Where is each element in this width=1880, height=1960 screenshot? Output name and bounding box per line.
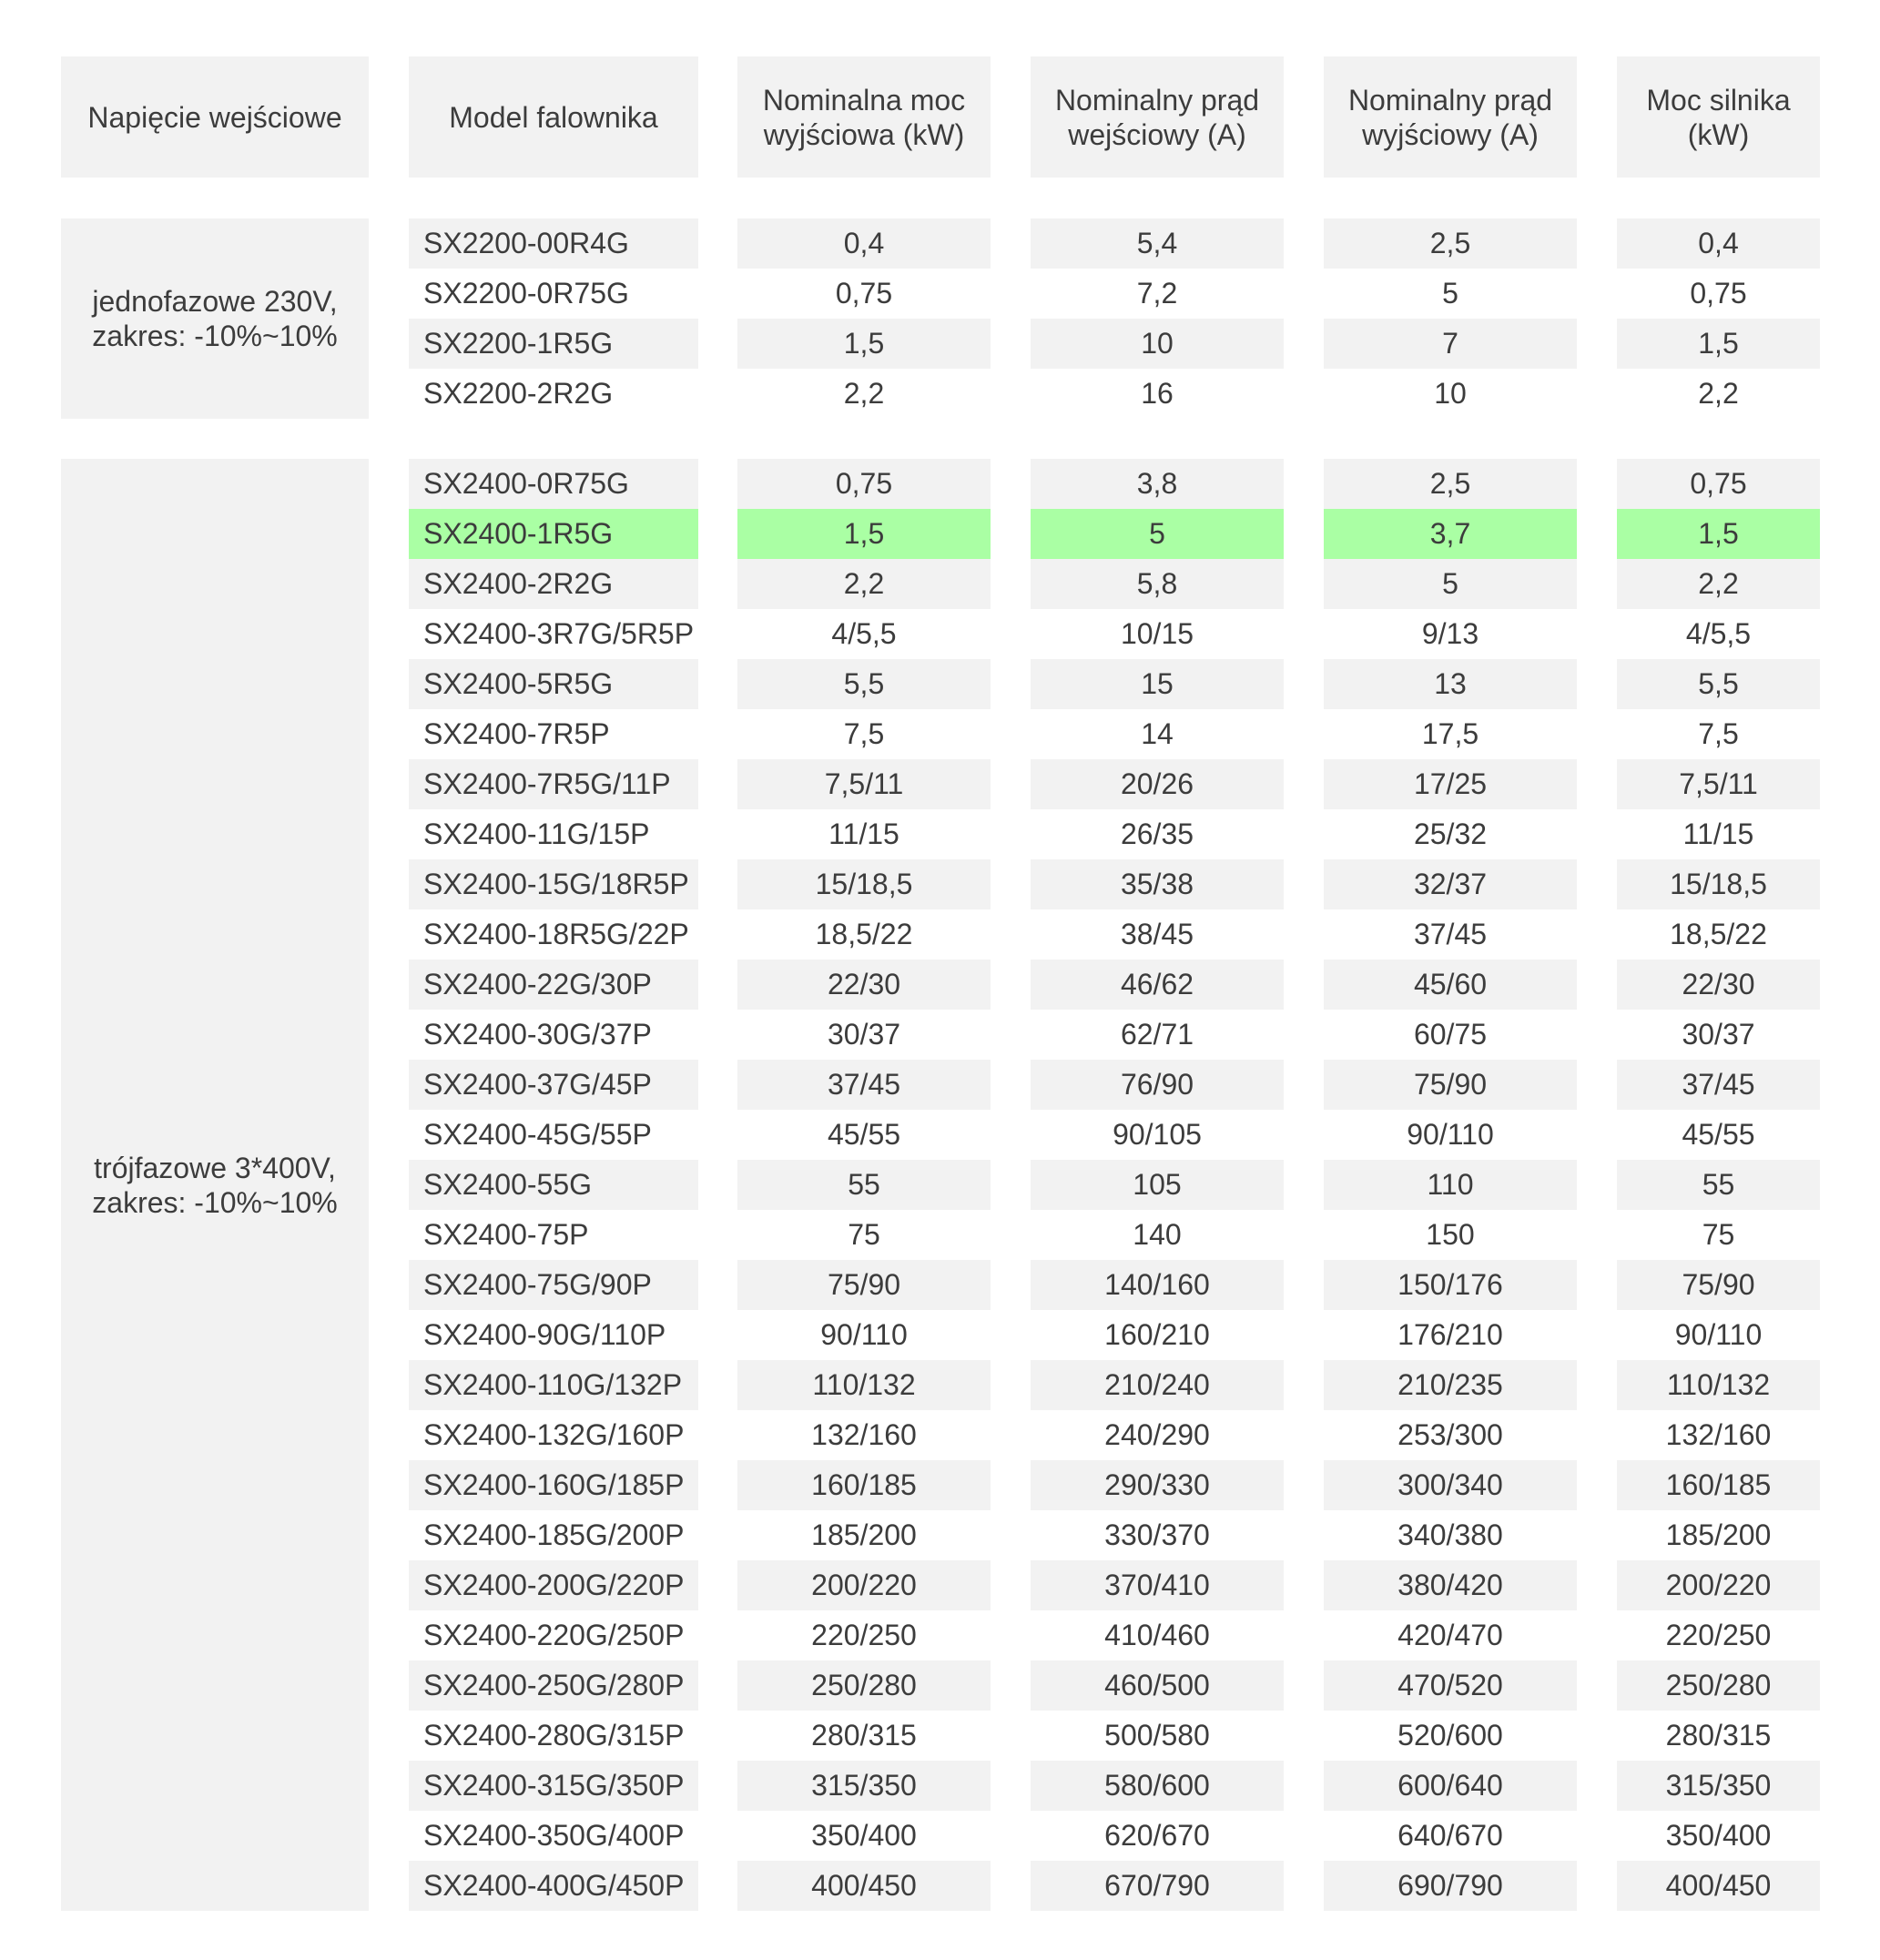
cell-power-out: 280/315 — [811, 1719, 917, 1752]
cell-power-out: 400/450 — [737, 1861, 991, 1911]
cell-motor: 90/110 — [1674, 1318, 1763, 1351]
cell-current-out: 5 — [1324, 559, 1577, 609]
cell-power-out: 55 — [737, 1160, 991, 1210]
cell-motor: 400/450 — [1617, 1861, 1820, 1911]
cell-current-out: 300/340 — [1324, 1460, 1577, 1510]
cell-current-in: 160/210 — [1104, 1318, 1210, 1351]
cell-current-in: 35/38 — [1031, 859, 1284, 909]
cell-power-out: 250/280 — [737, 1660, 991, 1711]
cell-model: SX2400-30G/37P — [423, 1018, 652, 1051]
cell-current-out: 380/420 — [1324, 1560, 1577, 1610]
cell-model: SX2400-1R5G — [409, 509, 698, 559]
cell-model: SX2400-7R5G/11P — [409, 759, 698, 809]
cell-motor: 30/37 — [1682, 1018, 1755, 1051]
cell-model: SX2400-22G/30P — [409, 960, 698, 1010]
cell-current-out: 176/210 — [1397, 1318, 1503, 1351]
cell-current-in: 10 — [1031, 319, 1284, 369]
cell-current-in: 5,8 — [1031, 559, 1284, 609]
cell-power-out: 0,75 — [737, 459, 991, 509]
header-model: Model falownika — [409, 56, 698, 178]
cell-current-out: 210/235 — [1324, 1360, 1577, 1410]
cell-current-in: 3,8 — [1031, 459, 1284, 509]
cell-motor: 280/315 — [1665, 1719, 1772, 1752]
cell-motor: 1,5 — [1617, 319, 1820, 369]
cell-current-out: 45/60 — [1324, 960, 1577, 1010]
cell-motor: 200/220 — [1617, 1560, 1820, 1610]
cell-model: SX2400-400G/450P — [409, 1861, 698, 1911]
cell-current-in: 330/370 — [1104, 1518, 1210, 1551]
cell-power-out: 185/200 — [811, 1518, 917, 1551]
cell-power-out: 5,5 — [737, 659, 991, 709]
cell-current-out: 600/640 — [1324, 1761, 1577, 1811]
cell-current-out: 690/790 — [1324, 1861, 1577, 1911]
cell-power-out: 220/250 — [811, 1619, 917, 1651]
cell-model: SX2200-00R4G — [409, 218, 698, 269]
cell-current-in: 14 — [1141, 717, 1174, 750]
cell-model: SX2400-132G/160P — [423, 1418, 685, 1451]
cell-current-out: 2,5 — [1324, 459, 1577, 509]
cell-power-out: 132/160 — [811, 1418, 917, 1451]
cell-motor: 75 — [1702, 1218, 1735, 1251]
cell-model: SX2400-220G/250P — [423, 1619, 685, 1651]
cell-power-out: 45/55 — [827, 1118, 901, 1151]
cell-current-in: 90/105 — [1113, 1118, 1202, 1151]
cell-model: SX2400-0R75G — [409, 459, 698, 509]
cell-power-out: 90/110 — [820, 1318, 908, 1351]
header-voltage: Napięcie wejściowe — [61, 56, 369, 178]
cell-power-out: 2,2 — [737, 559, 991, 609]
cell-model: SX2400-75P — [423, 1218, 589, 1251]
cell-motor: 132/160 — [1665, 1418, 1772, 1451]
cell-motor: 110/132 — [1617, 1360, 1820, 1410]
cell-power-out: 2,2 — [843, 377, 885, 410]
cell-power-out: 0,4 — [737, 218, 991, 269]
cell-power-out: 15/18,5 — [737, 859, 991, 909]
cell-current-out: 17,5 — [1421, 717, 1479, 750]
cell-motor: 11/15 — [1682, 818, 1754, 850]
cell-current-in: 370/410 — [1031, 1560, 1284, 1610]
cell-current-out: 3,7 — [1324, 509, 1577, 559]
cell-current-out: 2,5 — [1324, 218, 1577, 269]
cell-current-in: 500/580 — [1104, 1719, 1210, 1752]
cell-motor: 37/45 — [1617, 1060, 1820, 1110]
cell-model: SX2400-185G/200P — [423, 1518, 685, 1551]
cell-current-in: 620/670 — [1104, 1819, 1210, 1852]
cell-power-out: 200/220 — [737, 1560, 991, 1610]
cell-model: SX2400-280G/315P — [423, 1719, 685, 1752]
cell-model: SX2400-250G/280P — [409, 1660, 698, 1711]
cell-model: SX2400-37G/45P — [409, 1060, 698, 1110]
cell-current-out: 520/600 — [1397, 1719, 1503, 1752]
cell-current-in: 580/600 — [1031, 1761, 1284, 1811]
cell-motor: 2,2 — [1698, 377, 1739, 410]
cell-motor: 220/250 — [1665, 1619, 1772, 1651]
header-current-out: Nominalny prąd wyjściowy (A) — [1324, 56, 1577, 178]
cell-current-in: 140 — [1133, 1218, 1182, 1251]
header-current-in: Nominalny prąd wejściowy (A) — [1031, 56, 1284, 178]
cell-model: SX2400-55G — [409, 1160, 698, 1210]
cell-model: SX2400-15G/18R5P — [409, 859, 698, 909]
cell-motor: 0,4 — [1617, 218, 1820, 269]
cell-current-out: 37/45 — [1413, 918, 1488, 950]
cell-current-out: 13 — [1324, 659, 1577, 709]
cell-motor: 75/90 — [1617, 1260, 1820, 1310]
cell-model: SX2400-350G/400P — [423, 1819, 685, 1852]
cell-motor: 22/30 — [1617, 960, 1820, 1010]
cell-current-in: 7,2 — [1136, 277, 1178, 310]
cell-model: SX2400-110G/132P — [409, 1360, 698, 1410]
cell-power-out: 315/350 — [737, 1761, 991, 1811]
cell-current-out: 110 — [1324, 1160, 1577, 1210]
cell-motor: 0,75 — [1617, 459, 1820, 509]
cell-motor: 1,5 — [1617, 509, 1820, 559]
cell-model: SX2400-2R2G — [409, 559, 698, 609]
cell-current-in: 76/90 — [1031, 1060, 1284, 1110]
cell-model: SX2400-90G/110P — [423, 1318, 666, 1351]
cell-current-out: 340/380 — [1397, 1518, 1503, 1551]
cell-current-out: 150 — [1426, 1218, 1475, 1251]
cell-current-out: 60/75 — [1413, 1018, 1488, 1051]
cell-power-out: 75 — [848, 1218, 880, 1251]
cell-power-out: 18,5/22 — [815, 918, 913, 950]
cell-current-in: 15 — [1031, 659, 1284, 709]
header-power-out: Nominalna moc wyjściowa (kW) — [737, 56, 991, 178]
cell-model: SX2400-5R5G — [409, 659, 698, 709]
cell-current-out: 10 — [1434, 377, 1467, 410]
cell-current-out: 420/470 — [1397, 1619, 1503, 1651]
cell-model: SX2400-200G/220P — [409, 1560, 698, 1610]
cell-model: SX2400-315G/350P — [409, 1761, 698, 1811]
cell-power-out: 1,5 — [737, 319, 991, 369]
cell-current-out: 7 — [1324, 319, 1577, 369]
cell-motor: 350/400 — [1665, 1819, 1772, 1852]
cell-current-in: 5 — [1031, 509, 1284, 559]
cell-model: SX2200-1R5G — [409, 319, 698, 369]
voltage-group-cell: trójfazowe 3*400V, zakres: -10%~10% — [61, 459, 369, 1911]
cell-power-out: 110/132 — [737, 1360, 991, 1410]
cell-power-out: 22/30 — [737, 960, 991, 1010]
cell-power-out: 7,5 — [843, 717, 885, 750]
cell-power-out: 75/90 — [737, 1260, 991, 1310]
cell-current-out: 32/37 — [1324, 859, 1577, 909]
cell-motor: 7,5 — [1698, 717, 1739, 750]
cell-power-out: 30/37 — [827, 1018, 901, 1051]
cell-motor: 315/350 — [1617, 1761, 1820, 1811]
cell-current-out: 5 — [1442, 277, 1458, 310]
cell-power-out: 0,75 — [835, 277, 893, 310]
voltage-group-cell: jednofazowe 230V, zakres: -10%~10% — [61, 218, 369, 419]
cell-model: SX2400-75G/90P — [409, 1260, 698, 1310]
cell-model: SX2200-2R2G — [423, 377, 614, 410]
cell-current-in: 410/460 — [1104, 1619, 1210, 1651]
cell-power-out: 4/5,5 — [831, 617, 897, 650]
cell-current-out: 640/670 — [1397, 1819, 1503, 1852]
cell-model: SX2400-11G/15P — [423, 818, 650, 850]
cell-motor: 55 — [1617, 1160, 1820, 1210]
cell-current-out: 90/110 — [1407, 1118, 1494, 1151]
cell-power-out: 37/45 — [737, 1060, 991, 1110]
cell-current-in: 10/15 — [1120, 617, 1194, 650]
cell-current-in: 62/71 — [1120, 1018, 1194, 1051]
cell-motor: 5,5 — [1617, 659, 1820, 709]
cell-power-out: 1,5 — [737, 509, 991, 559]
cell-current-in: 20/26 — [1031, 759, 1284, 809]
cell-model: SX2400-7R5P — [423, 717, 610, 750]
cell-motor: 45/55 — [1682, 1118, 1755, 1151]
cell-model: SX2200-0R75G — [423, 277, 629, 310]
cell-current-out: 17/25 — [1324, 759, 1577, 809]
cell-power-out: 160/185 — [737, 1460, 991, 1510]
cell-power-out: 7,5/11 — [737, 759, 991, 809]
cell-power-out: 350/400 — [811, 1819, 917, 1852]
cell-current-out: 9/13 — [1421, 617, 1479, 650]
cell-power-out: 11/15 — [828, 818, 899, 850]
cell-motor: 2,2 — [1617, 559, 1820, 609]
cell-current-out: 75/90 — [1324, 1060, 1577, 1110]
cell-current-in: 140/160 — [1031, 1260, 1284, 1310]
header-motor: Moc silnika (kW) — [1617, 56, 1820, 178]
cell-motor: 160/185 — [1617, 1460, 1820, 1510]
cell-motor: 0,75 — [1690, 277, 1747, 310]
cell-current-in: 38/45 — [1120, 918, 1194, 950]
cell-current-in: 5,4 — [1031, 218, 1284, 269]
cell-current-in: 290/330 — [1031, 1460, 1284, 1510]
cell-current-out: 25/32 — [1413, 818, 1488, 850]
cell-motor: 7,5/11 — [1617, 759, 1820, 809]
cell-current-in: 460/500 — [1031, 1660, 1284, 1711]
cell-current-in: 240/290 — [1104, 1418, 1210, 1451]
cell-model: SX2400-3R7G/5R5P — [423, 617, 695, 650]
cell-current-in: 210/240 — [1031, 1360, 1284, 1410]
cell-current-out: 150/176 — [1324, 1260, 1577, 1310]
cell-motor: 185/200 — [1665, 1518, 1772, 1551]
cell-current-in: 105 — [1031, 1160, 1284, 1210]
cell-model: SX2400-18R5G/22P — [423, 918, 689, 950]
cell-motor: 15/18,5 — [1617, 859, 1820, 909]
cell-current-out: 253/300 — [1397, 1418, 1503, 1451]
cell-motor: 18,5/22 — [1670, 918, 1767, 950]
cell-motor: 250/280 — [1617, 1660, 1820, 1711]
cell-model: SX2400-160G/185P — [409, 1460, 698, 1510]
cell-current-in: 16 — [1141, 377, 1174, 410]
cell-current-in: 26/35 — [1120, 818, 1194, 850]
cell-current-out: 470/520 — [1324, 1660, 1577, 1711]
cell-model: SX2400-45G/55P — [423, 1118, 652, 1151]
cell-current-in: 46/62 — [1031, 960, 1284, 1010]
cell-motor: 4/5,5 — [1685, 617, 1752, 650]
cell-current-in: 670/790 — [1031, 1861, 1284, 1911]
